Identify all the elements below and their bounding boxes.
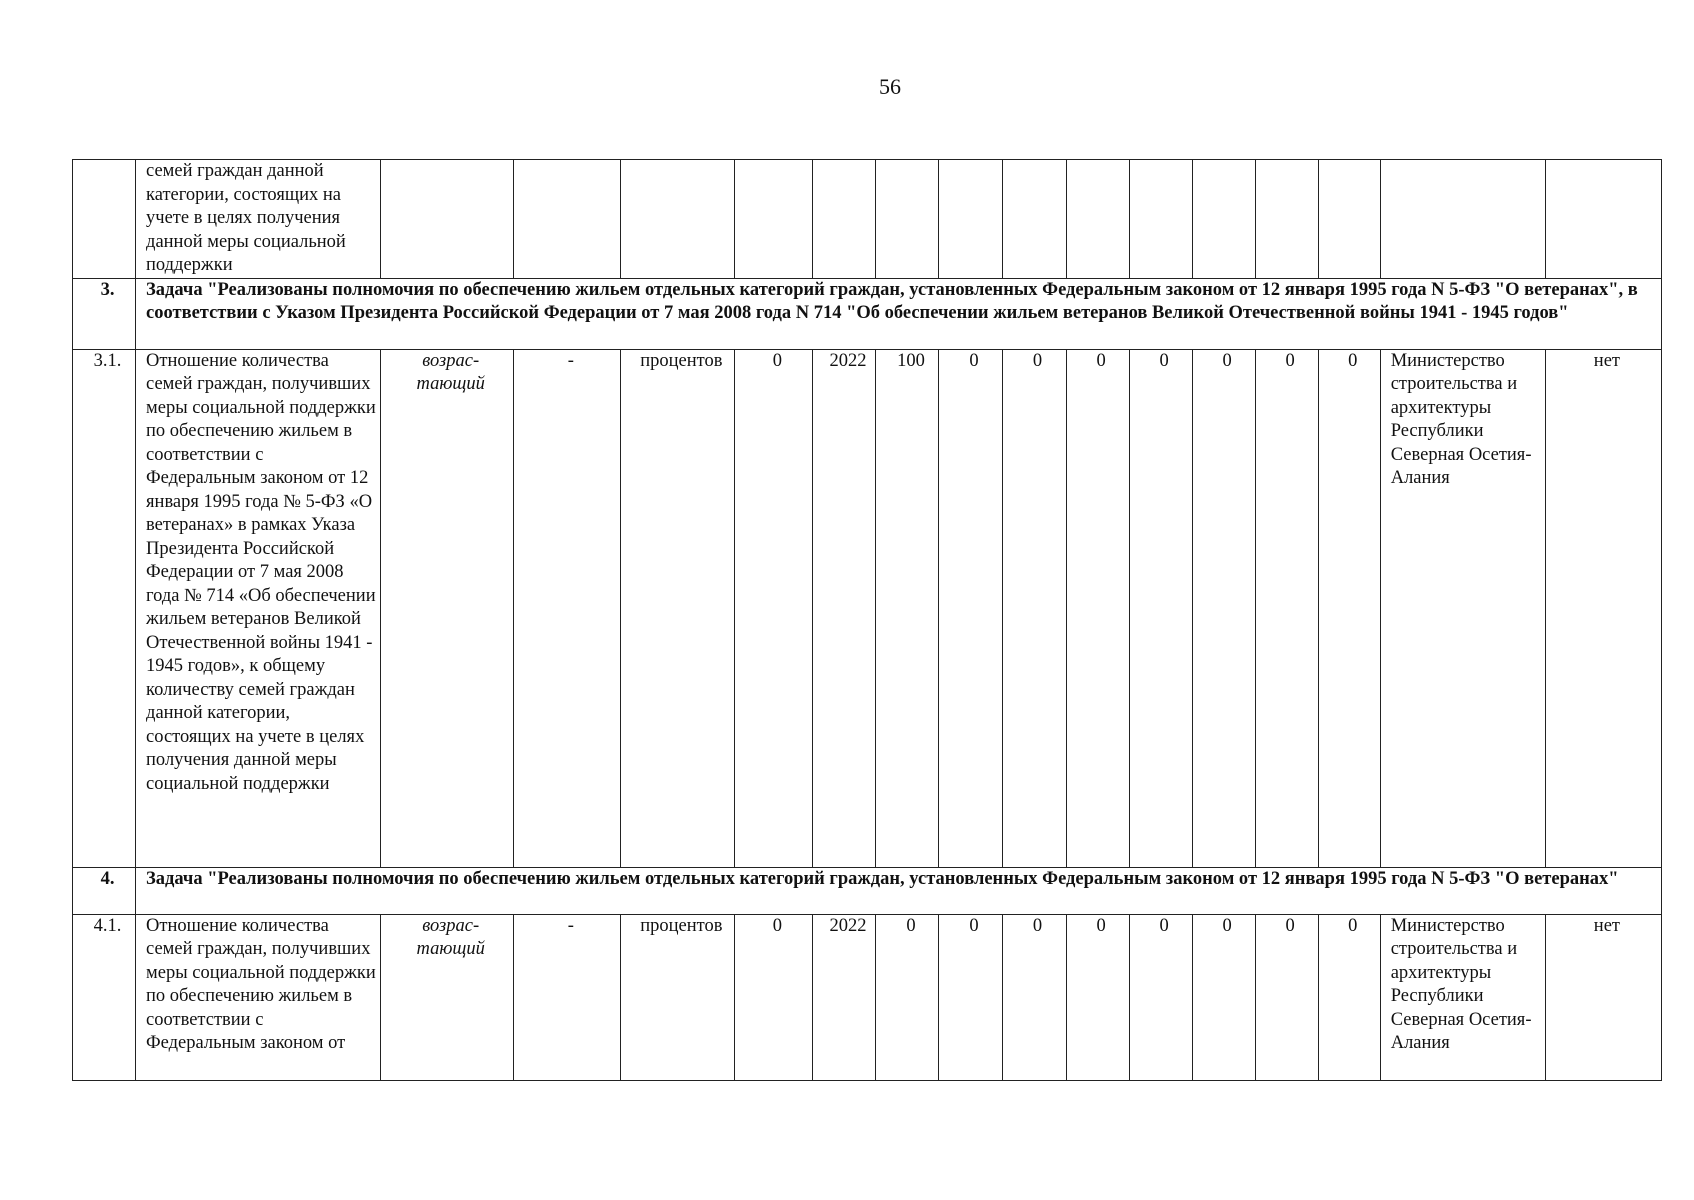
cell-flag: нет xyxy=(1545,914,1661,1080)
cell-value: 0 xyxy=(1318,349,1380,867)
table-row-indicator-3-1 xyxy=(73,349,1662,867)
cell-responsible: Министерство строительства и архитектуры Республики Северная Осетия-Алания xyxy=(1380,914,1545,1080)
cell-value: 0 xyxy=(1255,349,1318,867)
cell-base-year: 2022 xyxy=(813,349,876,867)
cell-trend: возрас-тающий xyxy=(381,914,514,1080)
cell-unit: процентов xyxy=(621,914,735,1080)
cell-base-value: 0 xyxy=(735,914,813,1080)
cell-value: 0 xyxy=(939,349,1002,867)
cell-flag: нет xyxy=(1545,349,1661,867)
cell-trend: возрас-тающий xyxy=(381,349,514,867)
cell-number: 4.1. xyxy=(73,914,136,1080)
task-title: Задача "Реализованы полномочия по обеспечению жильем отдельных категорий граждан, установленных Федеральным законом от 12 января 1995 года N 5-ФЗ "О ветеранах", в соответствии с Указом Президента Российской Федерации от 7 мая 2008 года N 714 "Об обеспечении жильем ветеранов Великой Отечественной войны 1941 - 1945 годов" xyxy=(136,278,1662,349)
cell-number: 3.1. xyxy=(73,349,136,867)
task-title: Задача "Реализованы полномочия по обеспечению жильем отдельных категорий граждан, установленных Федеральным законом от 12 января 1995 года N 5-ФЗ "О ветеранах" xyxy=(136,867,1662,914)
cell-value: 0 xyxy=(939,914,1002,1080)
cell-responsible: Министерство строительства и архитектуры Республики Северная Осетия-Алания xyxy=(1380,349,1545,867)
cell-base-value: 0 xyxy=(735,349,813,867)
task-row-4 xyxy=(73,867,1662,914)
task-number: 3. xyxy=(73,278,136,349)
task-row-3 xyxy=(73,278,1662,349)
indicators-table xyxy=(72,159,1662,1081)
cell-description: семей граждан данной категории, состоящих на учете в целях получения данной меры социальной поддержки xyxy=(136,160,381,279)
cell-value: 0 xyxy=(1318,914,1380,1080)
cell-value: 0 xyxy=(1002,349,1066,867)
cell-base-year: 2022 xyxy=(813,914,876,1080)
table-row-continuation xyxy=(73,160,1662,279)
table-row-indicator-4-1 xyxy=(73,914,1662,1080)
task-number: 4. xyxy=(73,867,136,914)
cell-level: - xyxy=(514,349,621,867)
cell-value: 0 xyxy=(1192,349,1255,867)
cell-description: Отношение количества семей граждан, получивших меры социальной поддержки по обеспечению жильем в соответствии с Федеральным законом от 12 января 1995 года № 5-ФЗ «О ветеранах» в рамках Указа Президента Российской Федерации от 7 мая 2008 года № 714 «Об обеспечении жильем ветеранов Великой Отечественной войны 1941 - 1945 годов», к общему количеству семей граждан данной категории, состоящих на учете в целях получения данной меры социальной поддержки xyxy=(136,349,381,867)
cell-value: 0 xyxy=(1066,349,1129,867)
page-number: 56 xyxy=(879,74,901,99)
cell-value: 0 xyxy=(1255,914,1318,1080)
cell-value: 0 xyxy=(1129,914,1192,1080)
cell-value: 0 xyxy=(876,914,939,1080)
cell-value: 0 xyxy=(1066,914,1129,1080)
cell-value: 0 xyxy=(1129,349,1192,867)
cell-level: - xyxy=(514,914,621,1080)
cell-value: 0 xyxy=(1002,914,1066,1080)
cell-description: Отношение количества семей граждан, получивших меры социальной поддержки по обеспечению жильем в соответствии с Федеральным законом от xyxy=(136,914,381,1080)
cell-value: 100 xyxy=(876,349,939,867)
cell-unit: процентов xyxy=(621,349,735,867)
cell-value: 0 xyxy=(1192,914,1255,1080)
cell-number xyxy=(73,160,136,279)
